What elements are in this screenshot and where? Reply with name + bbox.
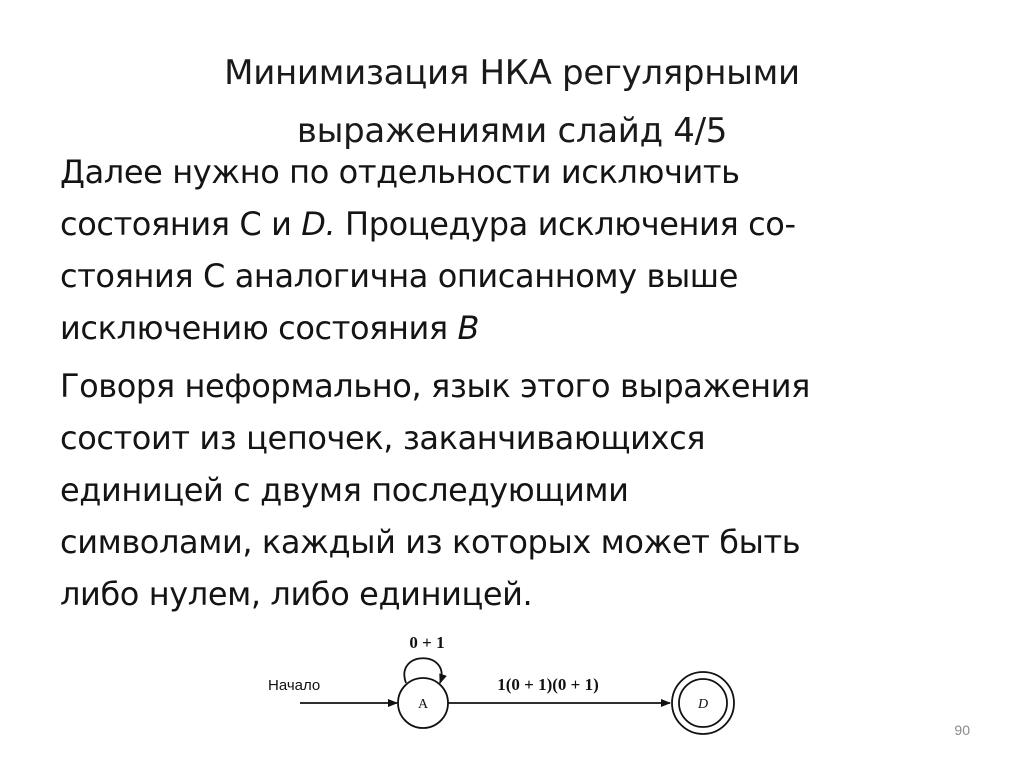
paragraph-1-line-4-text: исключению состояния (60, 309, 458, 347)
title-line-2: выражениями слайд 4/5 (296, 111, 728, 151)
paragraph-1-line-2-rest: Процедура исключения со- (335, 205, 796, 243)
self-loop-arrow (404, 658, 441, 683)
state-a-label: A (417, 697, 429, 712)
paragraph-2-line-4: символами, каждый из которых может быть (60, 523, 801, 561)
title-line-1: Минимизация НКА регулярными (224, 53, 800, 93)
transition-label: 1(0 + 1)(0 + 1) (497, 675, 599, 694)
paragraph-1-line-2-text: состояния С и (60, 205, 302, 243)
paragraph-2-line-5: либо нулем, либо единицей. (60, 575, 533, 613)
loop-label: 0 + 1 (409, 633, 445, 652)
paragraph-1-line-3: стояния С аналогична описанному выше (60, 257, 738, 295)
paragraph-2-line-2: состоит из цепочек, заканчивающихся (60, 419, 706, 457)
state-b-italic: B (457, 309, 480, 347)
paragraph-2-line-1: Говоря неформально, язык этого выражения (60, 367, 810, 405)
paragraph-2-line-3: единицей с двумя последующими (60, 471, 629, 509)
state-d-italic: D. (301, 205, 336, 243)
paragraph-1-line-1: Далее нужно по отдельности исключить (60, 153, 740, 191)
state-d-label: D (697, 697, 709, 712)
start-label: Начало (268, 677, 321, 694)
page-number: 90 (954, 722, 970, 738)
